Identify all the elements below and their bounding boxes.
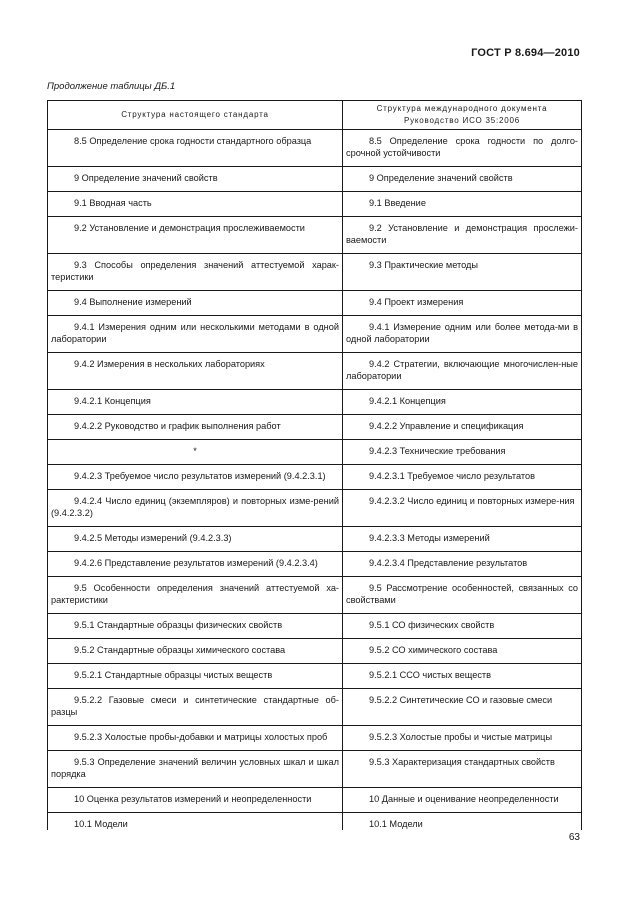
row-separator: [48, 246, 582, 254]
separator-cell: [343, 407, 582, 415]
row-separator: [48, 345, 582, 353]
cell-text: 9.4.2.1 Концепция: [369, 396, 446, 406]
separator-cell: [48, 743, 343, 751]
cell-text: 9.4.2.3.2 Число единиц и повторных измере-ния: [369, 496, 575, 506]
cell-iso-guide: [343, 813, 582, 831]
cell-text: 9.5.2.2 Газовые смеси и синтетические стандартные об-разцы: [51, 695, 339, 717]
cell-text: 9.5.2 СО химического состава: [369, 645, 498, 655]
cell-iso-guide: [343, 192, 582, 210]
separator-cell: [343, 308, 582, 316]
separator-cell: [343, 544, 582, 552]
cell-this-standard: [48, 490, 343, 520]
cell-this-standard: [48, 353, 343, 383]
table-row: [48, 577, 582, 607]
cell-text: 10 Оценка результатов измерений и неопределенности: [74, 794, 312, 804]
table-row: [48, 130, 582, 160]
cell-text: 9.4.2.2 Руководство и график выполнения работ: [74, 421, 281, 431]
row-separator: [48, 656, 582, 664]
cell-text: 9.4.2.4 Число единиц (экземпляров) и повторных изме-рений (9.4.2.3.2): [51, 496, 339, 518]
separator-cell: [48, 718, 343, 726]
cell-this-standard: [48, 415, 343, 433]
separator-cell: [343, 743, 582, 751]
separator-cell: [343, 519, 582, 527]
cell-iso-guide: [343, 167, 582, 185]
cell-iso-guide: [343, 130, 582, 160]
separator-cell: [48, 308, 343, 316]
cell-iso-guide: [343, 664, 582, 682]
cell-this-standard: [48, 390, 343, 408]
separator-cell: [48, 482, 343, 490]
separator-cell: [48, 345, 343, 353]
cell-iso-guide: [343, 552, 582, 570]
table-row: [48, 639, 582, 657]
cell-text: 9.3 Способы определения значений аттестуемой харак-теристики: [51, 260, 339, 282]
separator-cell: [48, 681, 343, 689]
separator-cell: [343, 184, 582, 192]
separator-cell: [343, 482, 582, 490]
cell-text: 9.5.2.1 ССО чистых веществ: [369, 670, 492, 680]
table-row: [48, 316, 582, 346]
cell-this-standard: [48, 751, 343, 781]
cell-text: 9.4.2.1 Концепция: [74, 396, 151, 406]
table-row: [48, 192, 582, 210]
cell-text: 9.4.1 Измерения одним или несколькими методами в одной лаборатории: [51, 322, 339, 344]
cell-text: 9.1 Введение: [369, 198, 426, 208]
row-separator: [48, 569, 582, 577]
row-separator: [48, 780, 582, 788]
cell-text: 9.3 Практические методы: [369, 260, 479, 270]
cell-text: 9.5 Особенности определения значений аттестуемой ха-рактеристики: [51, 583, 339, 605]
row-separator: [48, 681, 582, 689]
cell-iso-guide: [343, 751, 582, 781]
separator-cell: [343, 159, 582, 167]
table-row: [48, 788, 582, 806]
cell-text: 9.5.2.3 Холостые пробы-добавки и матрицы холостых проб: [74, 732, 328, 742]
table-row: [48, 440, 582, 458]
row-separator: [48, 184, 582, 192]
separator-cell: [48, 246, 343, 254]
table-row: [48, 353, 582, 383]
cell-iso-guide: [343, 415, 582, 433]
separator-cell: [48, 407, 343, 415]
separator-cell: [48, 805, 343, 813]
cell-iso-guide: [343, 217, 582, 247]
cell-iso-guide: [343, 726, 582, 744]
separator-cell: [343, 209, 582, 217]
cell-text: 10 Данные и оценивание неопределенности: [369, 794, 559, 804]
table-row: [48, 527, 582, 545]
separator-cell: [343, 718, 582, 726]
separator-cell: [48, 159, 343, 167]
separator-cell: [343, 681, 582, 689]
cell-text: 9.5.2.1 Стандартные образцы чистых веществ: [74, 670, 273, 680]
cell-text: 9.4.2.6 Представление результатов измерений (9.4.2.3.4): [74, 558, 318, 568]
cell-text: 9.2 Установление и демонстрация прослежи-ваемости: [346, 223, 578, 245]
table-row: [48, 614, 582, 632]
separator-cell: [48, 606, 343, 614]
cell-text: 9.5 Рассмотрение особенностей, связанных со свойствами: [346, 583, 578, 605]
cell-this-standard: [48, 527, 343, 545]
table-row: [48, 415, 582, 433]
cell-text: 9.5.2.2 Синтетические СО и газовые смеси: [369, 695, 553, 705]
cell-this-standard: [48, 440, 343, 458]
table-body: [48, 130, 582, 831]
table-header-row: [48, 101, 582, 130]
cell-text: 10.1 Модели: [369, 819, 423, 829]
cell-text: 8.5 Определение срока годности стандартного образца: [74, 136, 312, 146]
row-separator: [48, 159, 582, 167]
cell-this-standard: [48, 192, 343, 210]
separator-cell: [48, 283, 343, 291]
separator-cell: [343, 606, 582, 614]
cell-iso-guide: [343, 577, 582, 607]
row-separator: [48, 382, 582, 390]
cell-text: 9.5.3 Определение значений величин условных шкал и шкал порядка: [51, 757, 339, 779]
separator-cell: [48, 519, 343, 527]
cell-text: 9.4 Выполнение измерений: [74, 297, 192, 307]
row-separator: [48, 519, 582, 527]
cell-iso-guide: [343, 490, 582, 520]
cell-iso-guide: [343, 639, 582, 657]
row-separator: [48, 631, 582, 639]
separator-cell: [48, 631, 343, 639]
cell-text: 9.4.2.3.4 Представление результатов: [369, 558, 528, 568]
cell-this-standard: [48, 316, 343, 346]
column-header-iso-guide: Структура международного документа Руководство ИСО 35:2006: [343, 101, 582, 130]
separator-cell: [343, 246, 582, 254]
row-separator: [48, 209, 582, 217]
cell-this-standard: [48, 167, 343, 185]
cell-this-standard: [48, 254, 343, 284]
cell-iso-guide: [343, 465, 582, 483]
cell-iso-guide: [343, 353, 582, 383]
row-separator: [48, 718, 582, 726]
table-row: [48, 390, 582, 408]
cell-text: 9.1 Вводная часть: [74, 198, 152, 208]
cell-text: 9 Определение значений свойств: [74, 173, 218, 183]
cell-text: *: [193, 446, 197, 456]
cell-text: 9.4.2.3 Требуемое число результатов измерений (9.4.2.3.1): [74, 471, 326, 481]
separator-cell: [48, 457, 343, 465]
separator-cell: [343, 345, 582, 353]
separator-cell: [343, 432, 582, 440]
separator-cell: [48, 544, 343, 552]
cell-text: 9.4.2 Измерения в нескольких лабораториях: [74, 359, 265, 369]
row-separator: [48, 544, 582, 552]
cell-iso-guide: [343, 291, 582, 309]
separator-cell: [343, 780, 582, 788]
cell-text: 9.4.2.3 Технические требования: [369, 446, 506, 456]
cell-text: 9 Определение значений свойств: [369, 173, 513, 183]
cell-this-standard: [48, 552, 343, 570]
cell-text: 9.4.2.5 Методы измерений (9.4.2.3.3): [74, 533, 232, 543]
cell-text: 9.4.2 Стратегии, включающие многочислен-ные лаборатории: [346, 359, 578, 381]
cell-this-standard: [48, 726, 343, 744]
row-separator: [48, 283, 582, 291]
cell-text: 8.5 Определение срока годности по долго-срочной устойчивости: [346, 136, 578, 158]
table-row: [48, 291, 582, 309]
correspondence-table: [47, 100, 582, 830]
cell-this-standard: [48, 217, 343, 247]
table-row: [48, 813, 582, 831]
separator-cell: [48, 656, 343, 664]
cell-iso-guide: [343, 527, 582, 545]
separator-cell: [343, 656, 582, 664]
separator-cell: [48, 780, 343, 788]
table-row: [48, 689, 582, 719]
cell-this-standard: [48, 664, 343, 682]
cell-text: 9.5.2.3 Холостые пробы и чистые матрицы: [369, 732, 553, 742]
cell-this-standard: [48, 614, 343, 632]
separator-cell: [48, 432, 343, 440]
cell-this-standard: [48, 639, 343, 657]
table-row: [48, 167, 582, 185]
cell-text: 9.5.3 Характеризация стандартных свойств: [369, 757, 555, 767]
separator-cell: [48, 209, 343, 217]
row-separator: [48, 482, 582, 490]
cell-iso-guide: [343, 614, 582, 632]
row-separator: [48, 432, 582, 440]
cell-iso-guide: [343, 788, 582, 806]
cell-text: 9.4 Проект измерения: [369, 297, 464, 307]
cell-this-standard: [48, 130, 343, 160]
cell-text: 9.4.2.2 Управление и спецификация: [369, 421, 524, 431]
separator-cell: [343, 457, 582, 465]
row-separator: [48, 457, 582, 465]
table-row: [48, 726, 582, 744]
table-row: [48, 217, 582, 247]
page-number: 63: [568, 832, 580, 843]
table-row: [48, 465, 582, 483]
separator-cell: [48, 382, 343, 390]
cell-text: 10.1 Модели: [74, 819, 128, 829]
table-row: [48, 490, 582, 520]
column-header-this-standard: Структура настоящего стандарта: [48, 101, 343, 130]
table-row: [48, 552, 582, 570]
cell-text: 9.4.1 Измерение одним или более метода-ми в одной лаборатории: [346, 322, 578, 344]
separator-cell: [343, 631, 582, 639]
cell-text: 9.5.1 Стандартные образцы физических свойств: [74, 620, 283, 630]
cell-iso-guide: [343, 254, 582, 284]
separator-cell: [343, 382, 582, 390]
cell-this-standard: [48, 291, 343, 309]
cell-this-standard: [48, 465, 343, 483]
document-code: ГОСТ Р 8.694—2010: [471, 47, 580, 59]
row-separator: [48, 606, 582, 614]
cell-this-standard: [48, 788, 343, 806]
cell-text: 9.5.1 СО физических свойств: [369, 620, 495, 630]
separator-cell: [343, 805, 582, 813]
separator-cell: [48, 184, 343, 192]
cell-this-standard: [48, 813, 343, 831]
cell-this-standard: [48, 689, 343, 719]
separator-cell: [48, 569, 343, 577]
table-caption: Продолжение таблицы ДБ.1: [47, 81, 176, 92]
row-separator: [48, 407, 582, 415]
cell-text: 9.5.2 Стандартные образцы химического состава: [74, 645, 286, 655]
table-row: [48, 751, 582, 781]
cell-iso-guide: [343, 689, 582, 719]
separator-cell: [343, 283, 582, 291]
cell-text: 9.4.2.3.1 Требуемое число результатов: [369, 471, 535, 481]
table-row: [48, 254, 582, 284]
table-row: [48, 664, 582, 682]
separator-cell: [343, 569, 582, 577]
cell-this-standard: [48, 577, 343, 607]
cell-text: 9.4.2.3.3 Методы измерений: [369, 533, 490, 543]
row-separator: [48, 308, 582, 316]
cell-iso-guide: [343, 440, 582, 458]
row-separator: [48, 743, 582, 751]
cell-iso-guide: [343, 390, 582, 408]
cell-text: 9.2 Установление и демонстрация прослеживаемости: [74, 223, 305, 233]
row-separator: [48, 805, 582, 813]
cell-iso-guide: [343, 316, 582, 346]
